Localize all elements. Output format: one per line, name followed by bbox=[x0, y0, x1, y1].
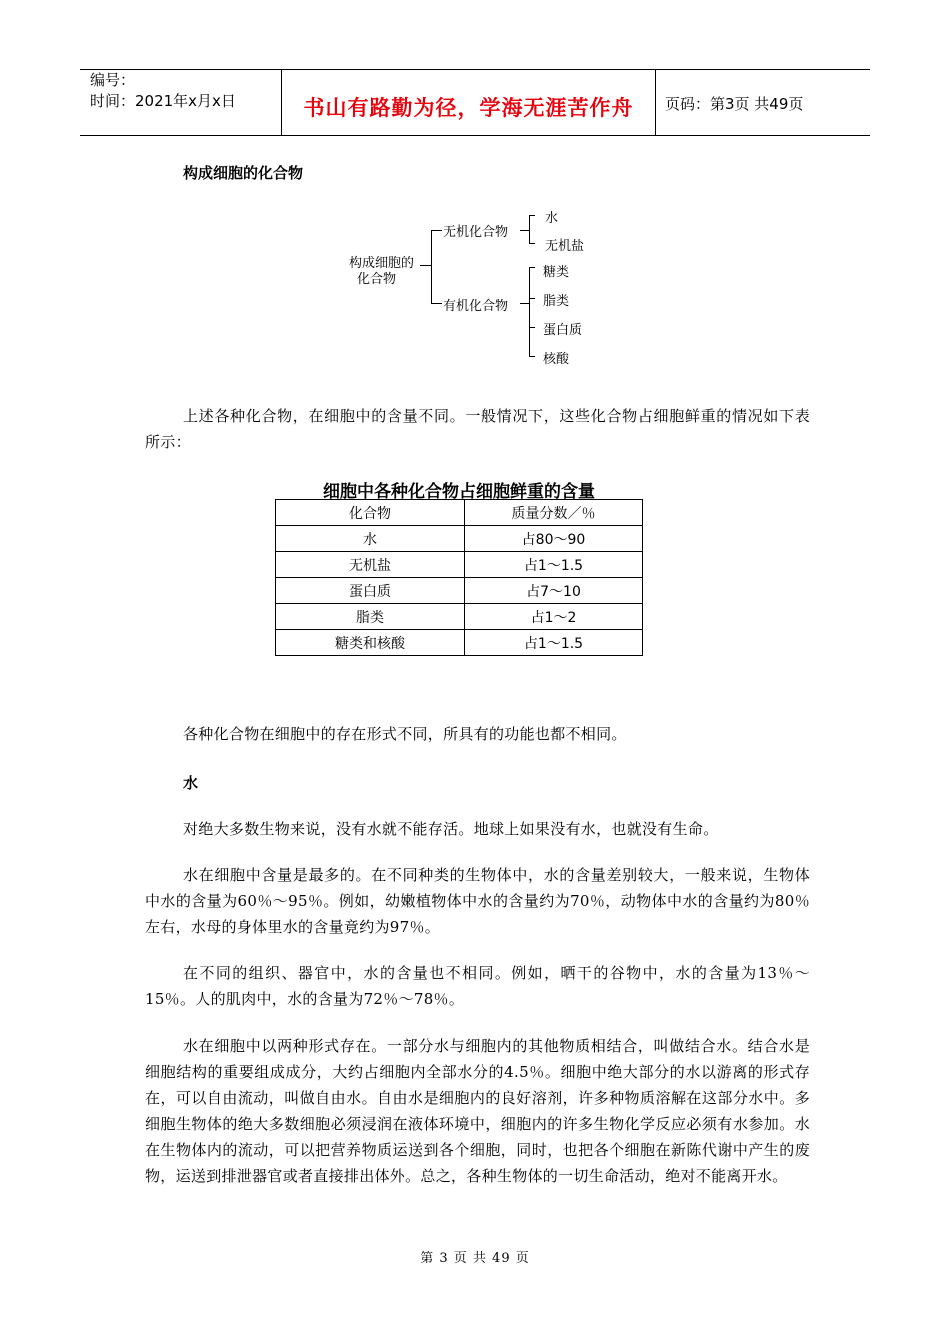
doc-number-label: 编号： bbox=[90, 71, 136, 89]
header-motto: 书山有路勤为径，学海无涯苦作舟 bbox=[303, 96, 634, 120]
diagram-item-protein: 蛋白质 bbox=[543, 323, 583, 338]
diagram-connector bbox=[431, 230, 442, 231]
section-heading-compounds: 构成细胞的化合物 bbox=[183, 164, 304, 182]
intro-paragraph: 上述各种化合物，在细胞中的含量不同。一般情况下，这些化合物占细胞鲜重的情况如下表所示： bbox=[145, 407, 810, 451]
water-paragraph-4: 水在细胞中以两种形式存在。一部分水与细胞内的其他物质相结合，叫做结合水。结合水是细胞结构的重要组成成分，大约占细胞内全部水分的4.5％。细胞中绝大部分的水以游离的形式存在，可以自由流动，叫做自由水。自由水是细胞内的良好溶剂，许多种物质溶解在这部分水中。多细胞生物体的绝大多数细胞必须浸润在液体环境中，细胞内的许多生物化学反应必须有水参加。水在生物体内的流动，可以把营养物质运送到各个细胞，同时，也把各个细胞在新陈代谢中产生的废物，运送到排泄器官或者直接排出体外。总之，各种生物体的一切生命活动，绝对不能离开水。 bbox=[145, 1037, 810, 1185]
diagram-item-salt: 无机盐 bbox=[545, 239, 585, 254]
table-row bbox=[276, 604, 643, 630]
diagram-connector bbox=[520, 303, 529, 304]
diagram-connector bbox=[529, 298, 535, 299]
table-cell-compound: 水 bbox=[276, 526, 465, 552]
table-title: 细胞中各种化合物占细胞鲜重的含量 bbox=[323, 482, 595, 502]
diagram-item-lipids: 脂类 bbox=[543, 294, 570, 309]
water-paragraph-3: 在不同的组织、器官中，水的含量也不相同。例如，晒干的谷物中，水的含量为13％～15％。人的肌肉中，水的含量为72％～78％。 bbox=[145, 964, 810, 1008]
diagram-organic-label: 有机化合物 bbox=[443, 299, 509, 314]
table-cell-compound: 糖类和核酸 bbox=[276, 630, 465, 656]
header-page-indicator: 页码：第3页 共49页 bbox=[665, 95, 804, 113]
table-cell-fraction: 占7～10 bbox=[465, 578, 643, 604]
header-divider-right bbox=[655, 69, 656, 136]
water-paragraph-2: 水在细胞中含量是最多的。在不同种类的生物体中，水的含量差别较大，一般来说，生物体中水的含量为60％～95％。例如，幼嫩植物体中水的含量约为70％，动物体中水的含量约为80％左右，水母的身体里水的含量竟约为97％。 bbox=[145, 866, 810, 936]
diagram-root-line2: 化合物 bbox=[357, 272, 397, 287]
table-header-row bbox=[276, 500, 643, 526]
table-row bbox=[276, 526, 643, 552]
diagram-connector bbox=[529, 327, 535, 328]
table-cell-compound: 蛋白质 bbox=[276, 578, 465, 604]
table-row bbox=[276, 552, 643, 578]
table-cell-compound: 脂类 bbox=[276, 604, 465, 630]
table-cell-fraction: 占1～1.5 bbox=[465, 630, 643, 656]
diagram-inorganic-label: 无机化合物 bbox=[443, 225, 509, 240]
compound-content-table bbox=[275, 499, 643, 656]
diagram-connector bbox=[529, 267, 530, 356]
page-footer: 第 3 页 共 49 页 bbox=[420, 1251, 530, 1266]
water-paragraph-1: 对绝大多数生物来说，没有水就不能存活。地球上如果没有水，也就没有生命。 bbox=[183, 820, 719, 838]
table-cell-fraction: 占1～2 bbox=[465, 604, 643, 630]
diagram-connector bbox=[431, 303, 442, 304]
compound-tree-diagram bbox=[345, 200, 605, 370]
table-row bbox=[276, 578, 643, 604]
diagram-item-nucleic-acid: 核酸 bbox=[543, 352, 570, 367]
diagram-root-line1: 构成细胞的 bbox=[349, 256, 415, 271]
diagram-connector bbox=[520, 230, 529, 231]
after-table-paragraph: 各种化合物在细胞中的存在形式不同，所具有的功能也都不相同。 bbox=[183, 725, 627, 743]
table-header-cell: 化合物 bbox=[276, 500, 465, 526]
table-header-cell: 质量分数／％ bbox=[465, 500, 643, 526]
header-bottom-rule bbox=[80, 135, 870, 136]
diagram-connector bbox=[529, 267, 535, 268]
table-row bbox=[276, 630, 643, 656]
diagram-connector bbox=[529, 356, 535, 357]
table-cell-fraction: 占1～1.5 bbox=[465, 552, 643, 578]
section-heading-water: 水 bbox=[183, 774, 199, 792]
table-cell-compound: 无机盐 bbox=[276, 552, 465, 578]
diagram-connector bbox=[529, 243, 535, 244]
diagram-item-sugars: 糖类 bbox=[543, 265, 570, 280]
diagram-item-water: 水 bbox=[545, 211, 559, 226]
header-meta bbox=[90, 70, 236, 112]
table-cell-fraction: 占80～90 bbox=[465, 526, 643, 552]
doc-date-label: 时间：2021年x月x日 bbox=[90, 92, 236, 110]
diagram-connector bbox=[529, 215, 530, 243]
diagram-connector bbox=[529, 215, 535, 216]
diagram-connector bbox=[431, 230, 432, 303]
diagram-connector bbox=[420, 265, 431, 266]
